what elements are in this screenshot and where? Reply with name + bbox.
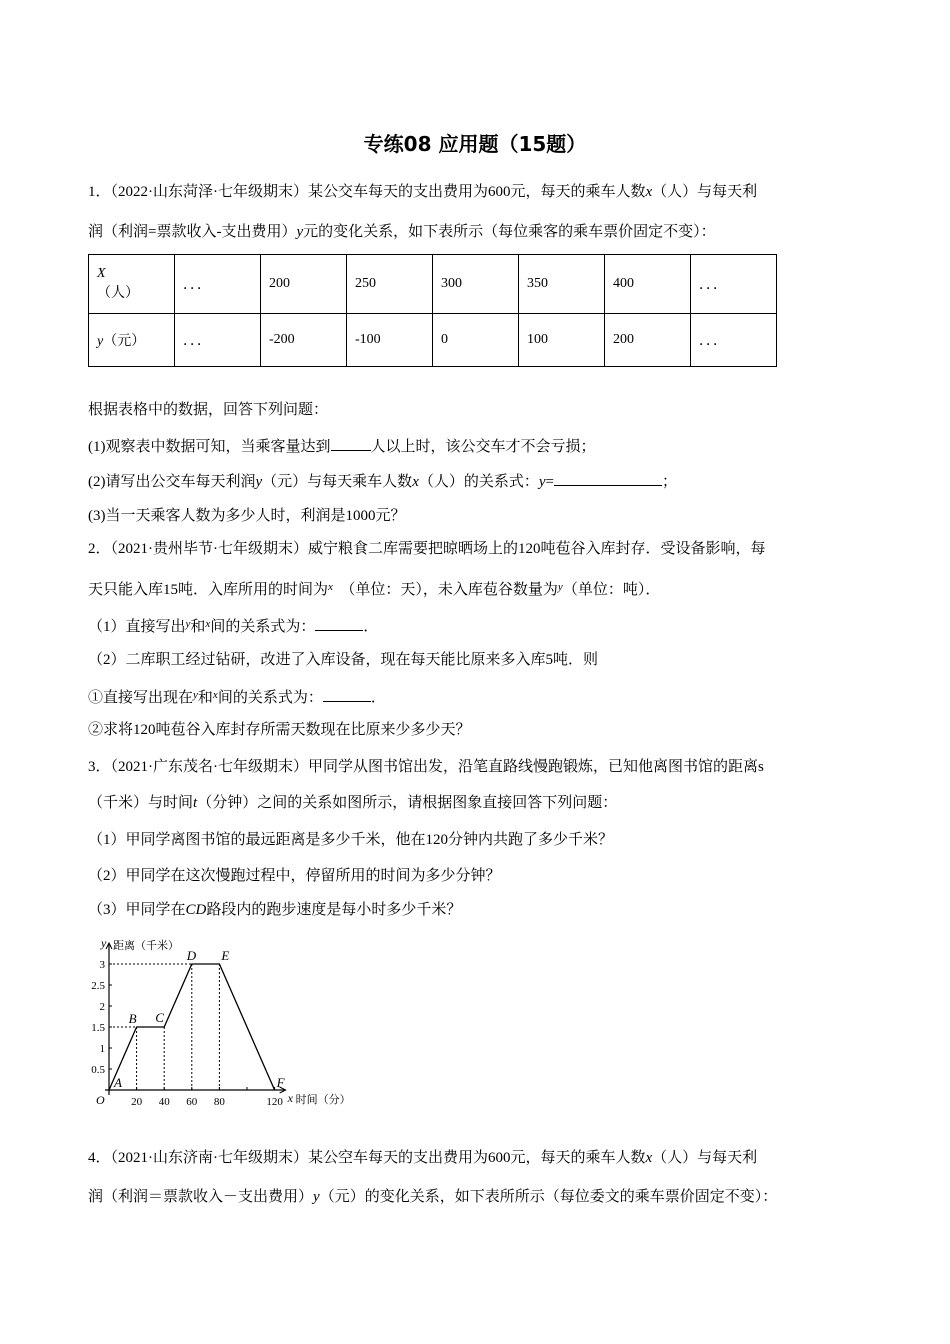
text: 间的关系式为： [217, 690, 323, 706]
q2-sub1 [88, 614, 378, 637]
cell: -100 [347, 314, 433, 367]
y-tick-label: 2.5 [91, 980, 105, 992]
x-axis-label: 时间（分） [295, 1094, 351, 1106]
cell: ．．． [175, 314, 261, 367]
q3-sub1: （1）甲同学离图书馆的最远距离是多少千米，他在120分钟内共跑了多少千米？ [88, 832, 614, 848]
x-tick-label: 20 [131, 1096, 143, 1108]
q3-line2 [88, 793, 617, 813]
origin-label: O [96, 1093, 105, 1107]
text: （人）与每天利 [652, 1150, 758, 1166]
y-tick-label: 0.5 [91, 1064, 105, 1076]
cell: 0 [433, 314, 519, 367]
text: = [545, 474, 555, 490]
text: ； [662, 474, 678, 490]
q2-sub2: （2）二库职工经过钻研，改进了入库设备，现在每天能比原来多入库5吨．则 [88, 652, 599, 668]
text: 天只能入库15吨．入库所用的时间为 [88, 582, 329, 598]
q1-table [88, 254, 777, 367]
var: t [193, 795, 198, 811]
row-header [89, 255, 175, 314]
unit: （元） [103, 334, 146, 349]
point-label-c: C [155, 1010, 164, 1025]
text: 润（利润=票款收入-支出费用） [88, 224, 297, 240]
cell: 200 [605, 314, 691, 367]
answer-blank[interactable] [315, 616, 363, 631]
unit: （人） [97, 286, 139, 301]
var: y [193, 689, 198, 701]
cell: ．．． [175, 255, 261, 314]
q4-line2 [88, 1187, 777, 1207]
text: （分钟）之间的关系如图所示，请根据图象直接回答下列问题： [197, 795, 618, 811]
cell: 350 [519, 255, 605, 314]
text: 人以上时，该公交车才不会亏损； [370, 439, 596, 455]
text: (1)观察表中数据可知，当乘客量达到 [88, 439, 331, 455]
x-tick-label: 80 [213, 1096, 225, 1108]
q3-sub3 [88, 900, 461, 920]
point-label-e: E [221, 948, 230, 963]
text: ． [363, 619, 379, 635]
text: （元）的变化关系，如下表所所示（每位委文的乘车票价固定不变）： [319, 1189, 778, 1205]
text: 和 [190, 619, 206, 635]
var: y [538, 474, 546, 490]
text: 元的变化关系，如下表所示（每位乘客的乘车票价固定不变）： [303, 224, 716, 240]
var: x [645, 184, 653, 200]
q1-line1 [88, 182, 757, 202]
q1-line2 [88, 222, 716, 242]
text: 4．（2021·山东济南·七年级期末）某公空车每天的支出费用为600元，每天的乘车人数 [88, 1150, 646, 1166]
table-row-y [89, 314, 777, 367]
answer-blank[interactable] [554, 471, 662, 486]
text: 路段内的跑步速度是每小时多少千米？ [206, 902, 462, 918]
text: (2)请写出公交车每天利润 [88, 474, 256, 490]
var: x [205, 618, 211, 630]
var: x [412, 474, 419, 490]
x-tick-label: 120 [266, 1096, 283, 1108]
text: （千米）与时间 [88, 795, 194, 811]
x-tick-label: 60 [186, 1096, 198, 1108]
table-row-x [89, 255, 777, 314]
cell: 200 [261, 255, 347, 314]
row-header [89, 314, 175, 367]
distance-time-graph [80, 925, 370, 1120]
text: （人）与每天利 [652, 184, 758, 200]
q4-line1 [88, 1148, 757, 1168]
text: （1）直接写出 [88, 619, 186, 635]
answer-blank[interactable] [331, 436, 371, 451]
q2-line2 [88, 577, 660, 600]
text: 和 [197, 690, 213, 706]
y-tick-label: 1 [99, 1043, 105, 1055]
q1-sub2 [88, 471, 677, 492]
y-axis-label: 距离（千米） [113, 940, 179, 952]
var: X [97, 266, 106, 281]
q1-intro: 根据表格中的数据，回答下列问题： [88, 402, 329, 418]
cell: -200 [261, 314, 347, 367]
point-label-a: A [114, 1075, 122, 1090]
text: 润（利润＝票款收入－支出费用） [88, 1189, 314, 1205]
x-tick-label: 40 [158, 1096, 170, 1108]
var: CD [185, 902, 207, 918]
text: （人）的关系式： [418, 474, 539, 490]
answer-blank[interactable] [323, 687, 371, 702]
text: ①直接写出现在 [88, 690, 194, 706]
cell: ．．． [691, 314, 777, 367]
text: （单位：天），未入库苞谷数量为 [340, 582, 558, 598]
x-axis-var: x [287, 1091, 293, 1105]
q2-sub2-2: ②求将120吨苞谷入库封存所需天数现在比原来少多少天？ [88, 722, 471, 738]
point-label-f: F [276, 1075, 285, 1090]
y-axis-var: y [101, 936, 107, 950]
text: （单位：吨）． [562, 582, 661, 598]
text: （3）甲同学在 [88, 902, 186, 918]
cell: 100 [519, 314, 605, 367]
text: 间的关系式为： [210, 619, 316, 635]
q1-sub3: (3)当一天乘客人数为多少人时，利润是1000元？ [88, 508, 406, 524]
point-label-d: D [186, 948, 197, 963]
point-label-b: B [128, 1011, 137, 1026]
cell: 300 [433, 255, 519, 314]
var: y [97, 334, 104, 349]
q2-sub2-1 [88, 685, 386, 708]
y-tick-label: 1.5 [91, 1022, 105, 1034]
q3-line1: 3．（2021·广东茂名·七年级期末）甲同学从图书馆出发，沿笔直路线慢跑锻炼，已知他离图书馆的距离s [88, 759, 764, 775]
cell: ．．． [691, 255, 777, 314]
var: x [212, 689, 218, 701]
page-title: 专练08 应用题（15题） [363, 132, 587, 156]
q2-line1: 2．（2021·贵州毕节·七年级期末）威宁粮食二库需要把晾晒场上的120吨苞谷入库封存．受设备影响，每 [88, 541, 766, 557]
cell: 250 [347, 255, 433, 314]
var: x [645, 1150, 653, 1166]
y-tick-label: 3 [99, 959, 105, 971]
var: y [313, 1189, 320, 1205]
q3-sub2: （2）甲同学在这次慢跑过程中，停留所用的时间为多少分钟？ [88, 868, 501, 884]
var: y [255, 474, 263, 490]
var: y [557, 581, 563, 593]
q1-sub1 [88, 436, 596, 457]
text: ． [370, 690, 386, 706]
cell: 400 [605, 255, 691, 314]
y-tick-label: 2 [99, 1001, 105, 1013]
text: 1．（2022·山东菏泽·七年级期末）某公交车每天的支出费用为600元，每天的乘车人数 [88, 184, 646, 200]
var: x [328, 581, 333, 593]
var: y [296, 224, 304, 240]
text: （元）与每天乘车人数 [262, 474, 413, 490]
var: y [185, 618, 191, 630]
